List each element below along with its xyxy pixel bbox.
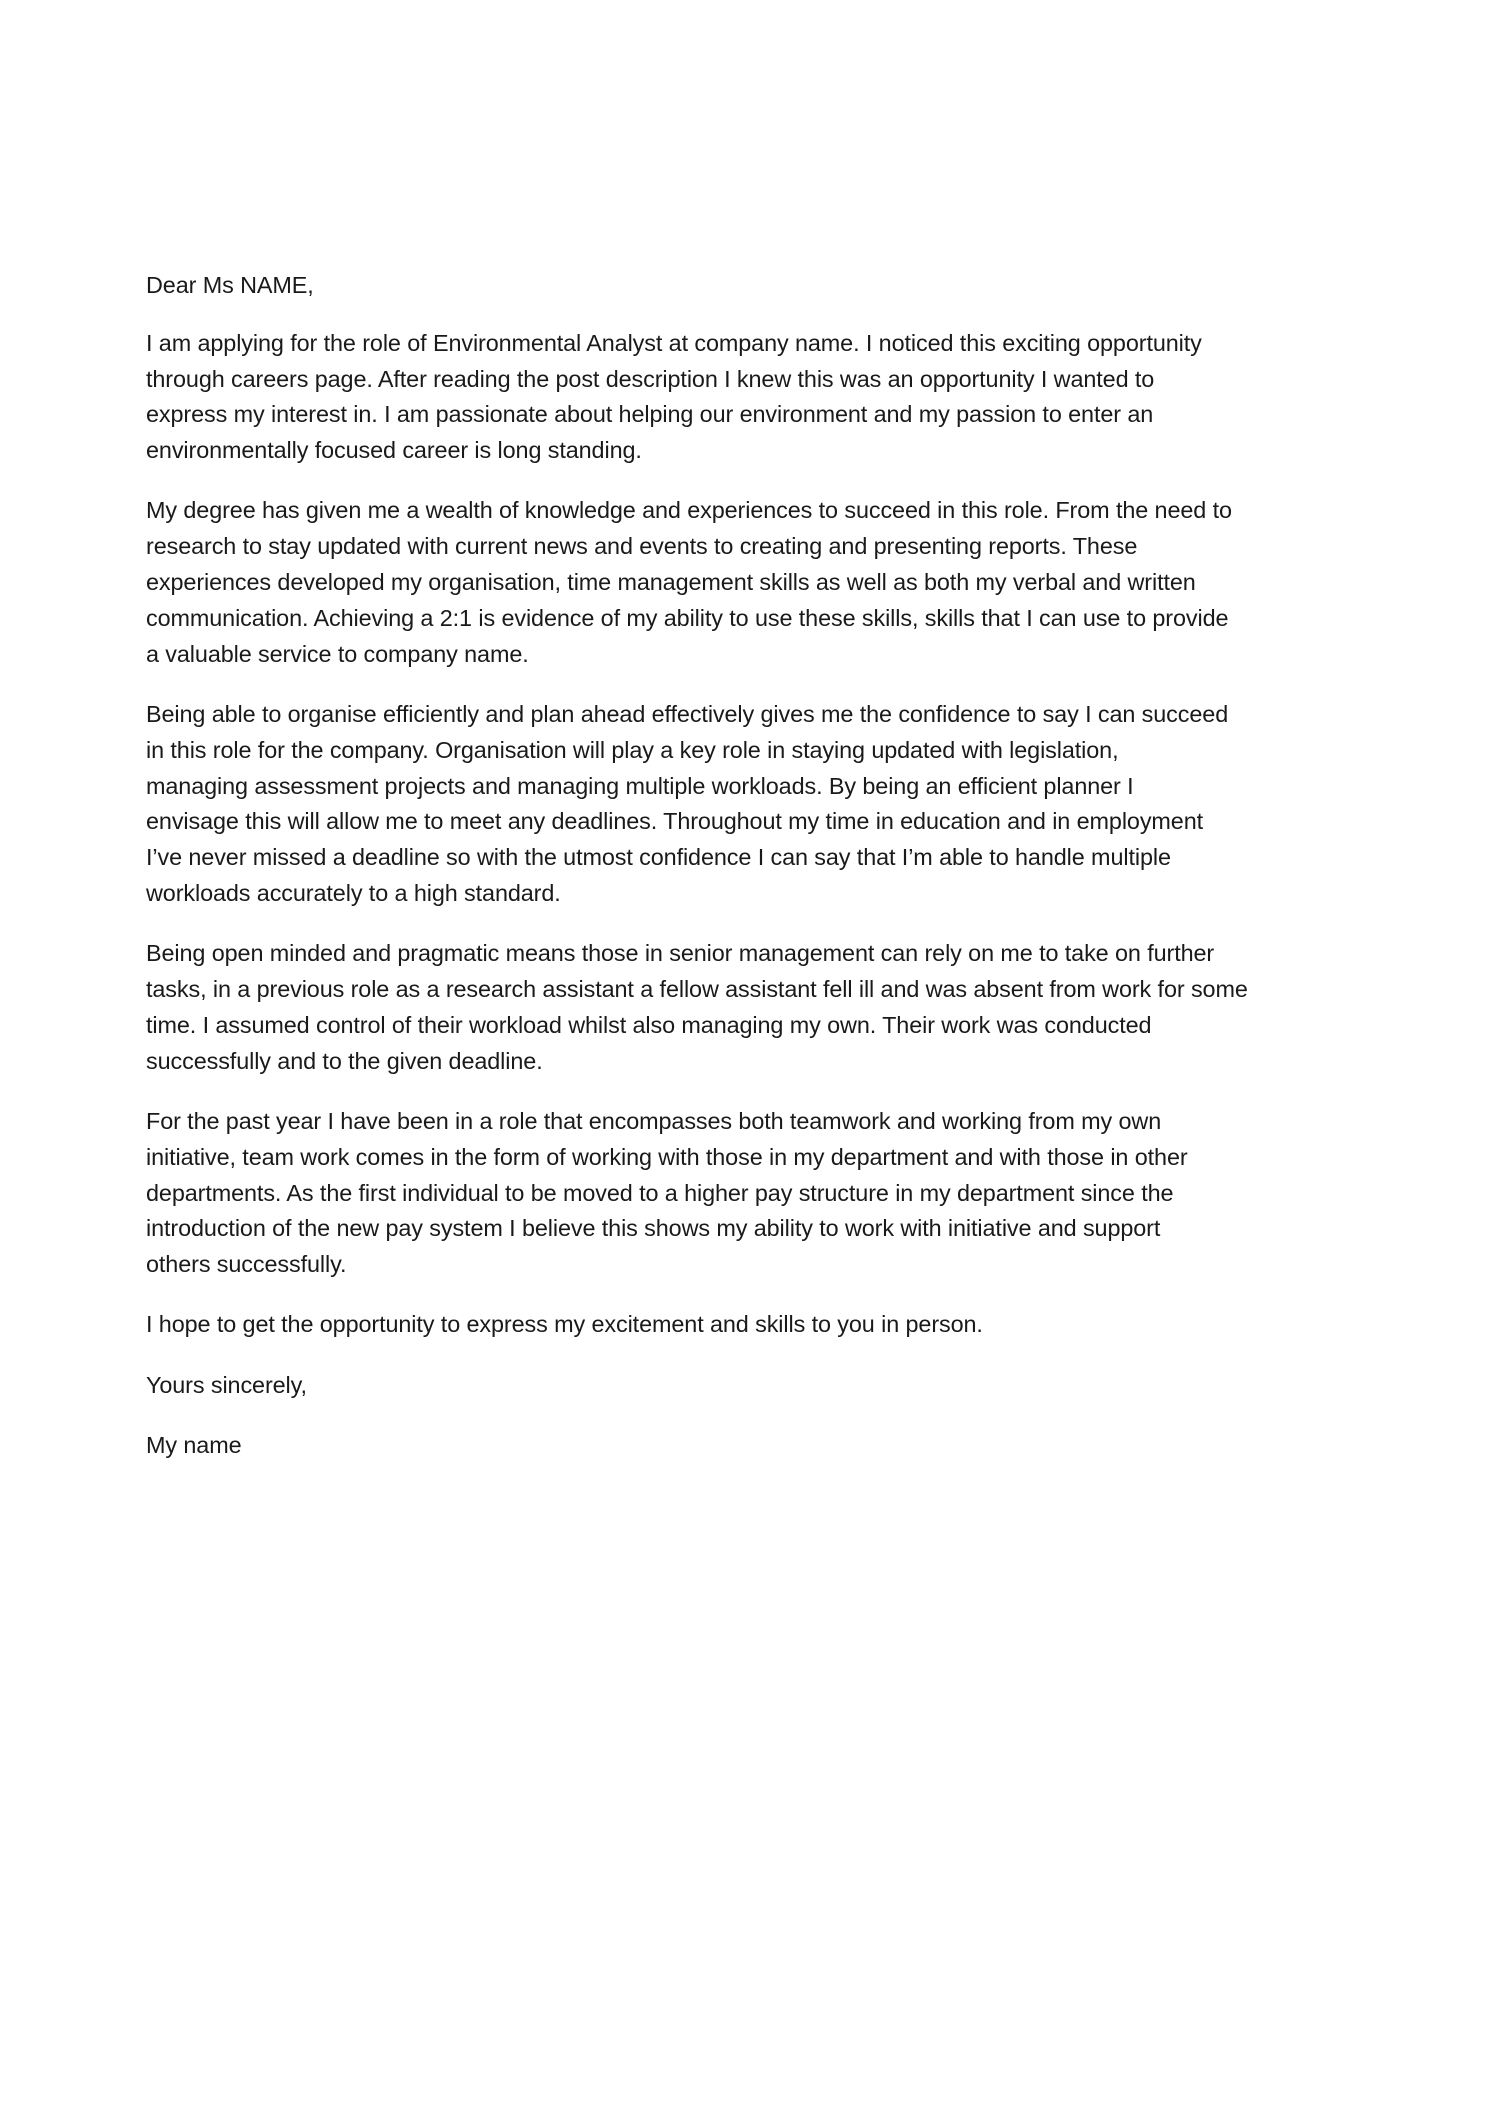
signature-text: My name bbox=[146, 1432, 242, 1459]
paragraph-line: experiences developed my organisation, time management skills as well as both my verbal and written bbox=[146, 569, 1196, 596]
paragraph-line: time. I assumed control of their workload whilst also managing my own. Their work was conducted bbox=[146, 1011, 1152, 1038]
paragraph-application bbox=[146, 326, 1386, 469]
paragraph-line: express my interest in. I am passionate about helping our environment and my passion to enter an bbox=[146, 401, 1154, 428]
paragraph-degree bbox=[146, 493, 1386, 672]
paragraph-line: workloads accurately to a high standard. bbox=[146, 879, 561, 906]
letter-closing bbox=[146, 1368, 1386, 1404]
paragraph-line: successfully and to the given deadline. bbox=[146, 1047, 543, 1074]
paragraph-line: introduction of the new pay system I believe this shows my ability to work with initiative and support bbox=[146, 1215, 1161, 1242]
paragraph-closing-remark bbox=[146, 1307, 1386, 1343]
paragraph-line: in this role for the company. Organisation will play a key role in staying updated with legislation, bbox=[146, 736, 1119, 763]
salutation-text: Dear Ms NAME, bbox=[146, 272, 314, 298]
paragraph-line: tasks, in a previous role as a research assistant a fellow assistant fell ill and was absent from work for some bbox=[146, 976, 1248, 1003]
paragraph-line: a valuable service to company name. bbox=[146, 640, 529, 667]
paragraph-line: departments. As the first individual to be moved to a higher pay structure in my department since the bbox=[146, 1179, 1174, 1206]
paragraph-line: envisage this will allow me to meet any deadlines. Throughout my time in education and in employment bbox=[146, 808, 1204, 835]
closing-text: Yours sincerely, bbox=[146, 1371, 307, 1398]
paragraph-pragmatic bbox=[146, 936, 1386, 1079]
paragraph-line: research to stay updated with current news and events to creating and presenting reports. These bbox=[146, 533, 1138, 560]
paragraph-line: I am applying for the role of Environmental Analyst at company name. I noticed this exciting opportunity bbox=[146, 329, 1202, 356]
paragraph-organisation bbox=[146, 697, 1386, 912]
paragraph-line: Being open minded and pragmatic means those in senior management can rely on me to take on further bbox=[146, 940, 1215, 967]
letter-page bbox=[146, 268, 1386, 1488]
paragraph-line: For the past year I have been in a role that encompasses both teamwork and working from my own bbox=[146, 1107, 1162, 1134]
letter-salutation bbox=[146, 268, 1386, 304]
paragraph-line: I hope to get the opportunity to express my excitement and skills to you in person. bbox=[146, 1311, 983, 1338]
paragraph-line: I’ve never missed a deadline so with the utmost confidence I can say that I’m able to handle multiple bbox=[146, 844, 1171, 871]
paragraph-line: through careers page. After reading the post description I knew this was an opportunity I wanted to bbox=[146, 365, 1155, 392]
paragraph-line: initiative, team work comes in the form of working with those in my department and with those in other bbox=[146, 1143, 1188, 1170]
paragraph-line: communication. Achieving a 2:1 is evidence of my ability to use these skills, skills that I can use to provide bbox=[146, 604, 1229, 631]
paragraph-line: My degree has given me a wealth of knowledge and experiences to succeed in this role. From the need to bbox=[146, 497, 1232, 524]
paragraph-line: environmentally focused career is long standing. bbox=[146, 437, 642, 464]
paragraph-teamwork bbox=[146, 1104, 1386, 1283]
paragraph-line: others successfully. bbox=[146, 1251, 347, 1278]
letter-signature bbox=[146, 1428, 1386, 1464]
paragraph-line: Being able to organise efficiently and plan ahead effectively gives me the confidence to say I can succeed bbox=[146, 700, 1229, 727]
paragraph-line: managing assessment projects and managing multiple workloads. By being an efficient planner I bbox=[146, 772, 1134, 799]
